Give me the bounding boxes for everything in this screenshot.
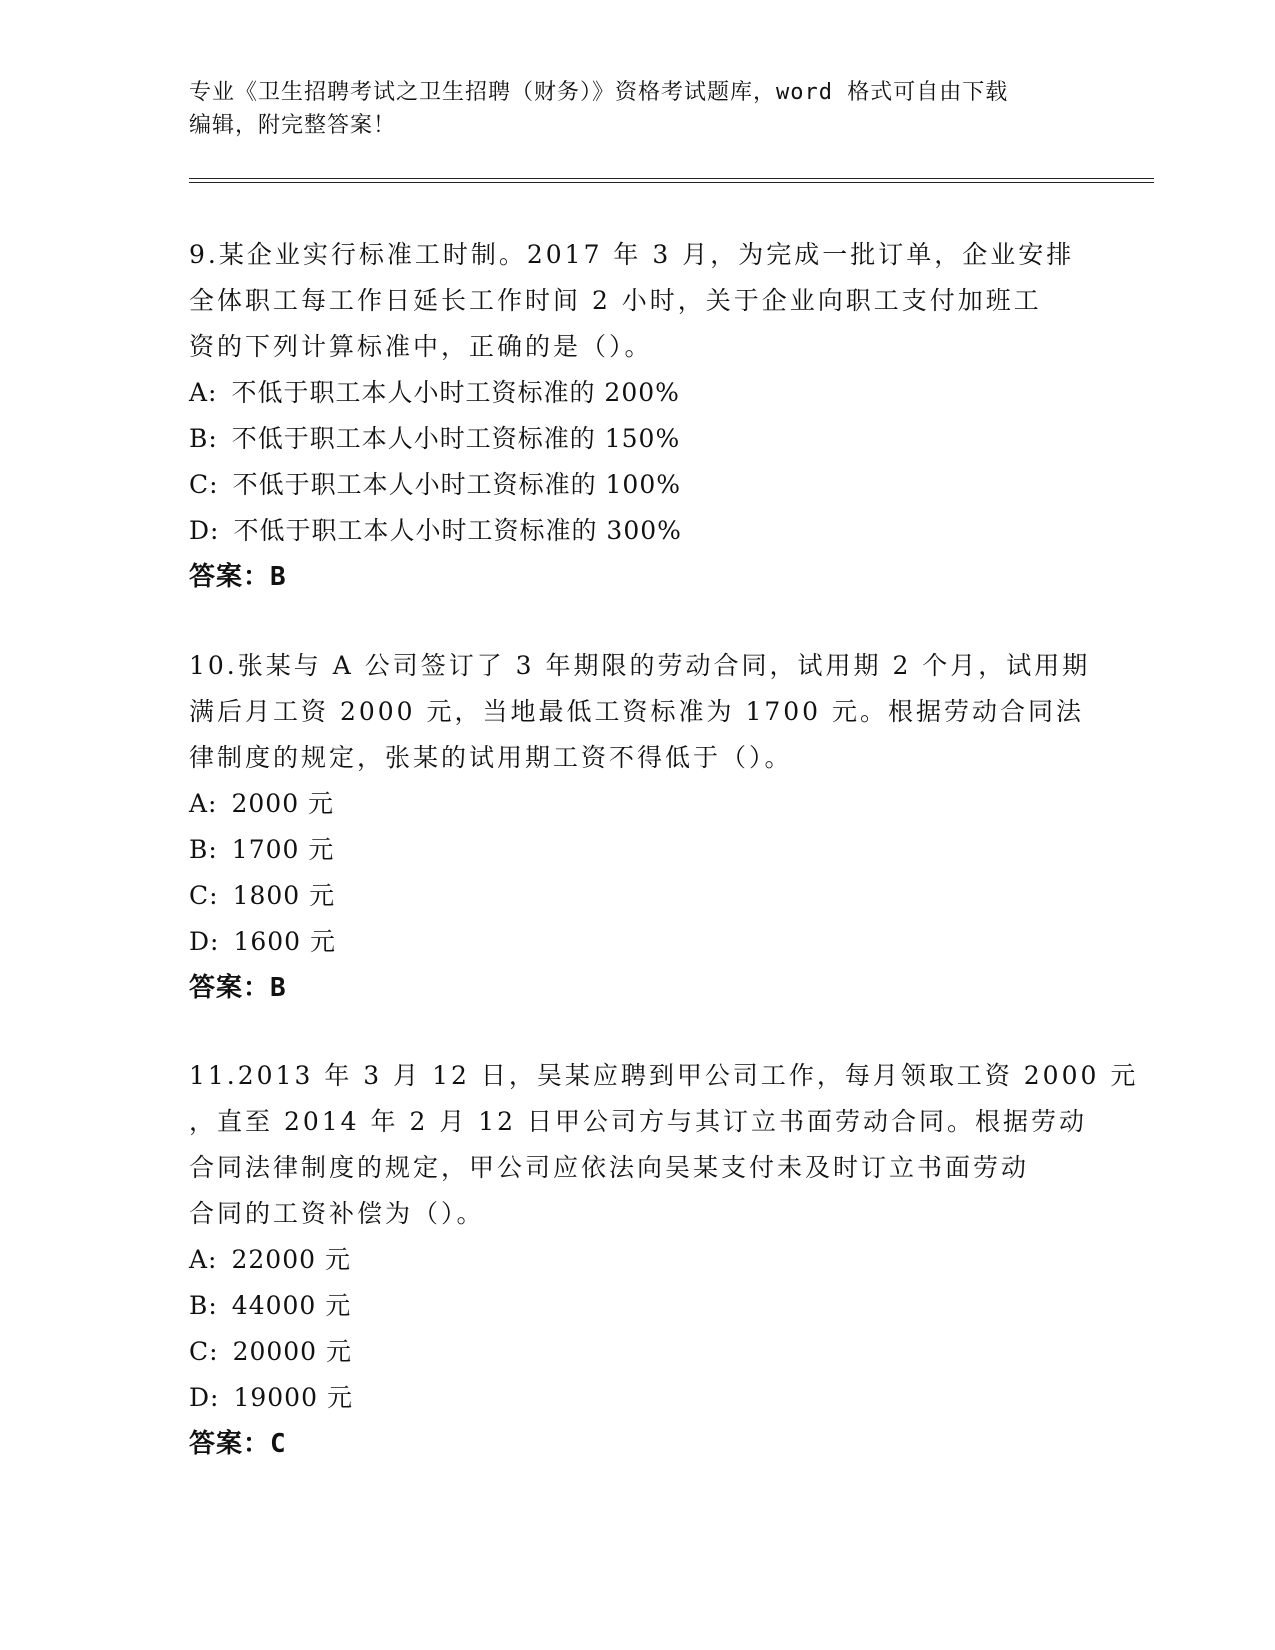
option-letter: C: bbox=[189, 881, 219, 910]
question-10 bbox=[189, 643, 1089, 1011]
option-text: 1800 元 bbox=[232, 881, 336, 910]
option-letter: B: bbox=[189, 1291, 218, 1320]
answer-line: 答案：B bbox=[189, 562, 287, 592]
document-header bbox=[189, 76, 1089, 142]
question-stem-line: 律制度的规定，张某的试用期工资不得低于（）。 bbox=[189, 743, 793, 772]
option-b bbox=[189, 416, 1089, 462]
option-text: 2000 元 bbox=[231, 789, 335, 818]
option-a bbox=[189, 781, 1089, 827]
question-stem-line: 合同的工资补偿为（）。 bbox=[189, 1199, 485, 1228]
option-letter: A: bbox=[189, 378, 218, 407]
option-text: 1600 元 bbox=[233, 927, 337, 956]
question-stem-line: 合同法律制度的规定，甲公司应依法向吴某支付未及时订立书面劳动 bbox=[189, 1153, 1030, 1182]
option-text: 不低于职工本人小时工资标准的 200% bbox=[231, 378, 680, 407]
option-d bbox=[189, 1375, 1089, 1421]
option-b bbox=[189, 827, 1089, 873]
option-text: 20000 元 bbox=[232, 1337, 353, 1366]
option-letter: D: bbox=[189, 516, 220, 545]
option-letter: D: bbox=[189, 927, 220, 956]
option-letter: B: bbox=[189, 835, 218, 864]
header-divider-top bbox=[189, 178, 1154, 179]
option-letter: C: bbox=[189, 1337, 219, 1366]
question-stem-line: 11.2013 年 3 月 12 日，吴某应聘到甲公司工作，每月领取工资 2000 元 bbox=[189, 1061, 1139, 1090]
question-11 bbox=[189, 1053, 1139, 1467]
option-letter: A: bbox=[189, 789, 218, 818]
option-c bbox=[189, 1329, 1089, 1375]
option-a bbox=[189, 1237, 1089, 1283]
option-text: 不低于职工本人小时工资标准的 100% bbox=[232, 470, 681, 499]
option-d bbox=[189, 508, 1089, 554]
header-line-2: 编辑，附完整答案！ bbox=[189, 113, 397, 138]
option-letter: A: bbox=[189, 1245, 218, 1274]
question-stem-line: 9.某企业实行标准工时制。2017 年 3 月，为完成一批订单，企业安排 bbox=[189, 240, 1075, 269]
option-c bbox=[189, 462, 1089, 508]
question-stem-line: 全体职工每工作日延长工作时间 2 小时，关于企业向职工支付加班工 bbox=[189, 286, 1042, 315]
option-letter: B: bbox=[189, 424, 218, 453]
option-text: 不低于职工本人小时工资标准的 150% bbox=[231, 424, 681, 453]
option-text: 19000 元 bbox=[233, 1383, 353, 1412]
answer-line: 答案：B bbox=[189, 973, 287, 1003]
option-a bbox=[189, 370, 1089, 416]
option-text: 不低于职工本人小时工资标准的 300% bbox=[233, 516, 682, 545]
option-c bbox=[189, 873, 1089, 919]
question-stem-line: 满后月工资 2000 元，当地最低工资标准为 1700 元。根据劳动合同法 bbox=[189, 697, 1085, 726]
question-stem-line: ，直至 2014 年 2 月 12 日甲公司方与其订立书面劳动合同。根据劳动 bbox=[189, 1107, 1088, 1136]
option-text: 44000 元 bbox=[231, 1291, 352, 1320]
option-letter: D: bbox=[189, 1383, 220, 1412]
option-letter: C: bbox=[189, 470, 219, 499]
option-b bbox=[189, 1283, 1089, 1329]
question-stem-line: 10.张某与 A 公司签订了 3 年期限的劳动合同，试用期 2 个月，试用期 bbox=[189, 651, 1091, 680]
header-line-1: 专业《卫生招聘考试之卫生招聘（财务）》资格考试题库，word 格式可自由下载 bbox=[189, 80, 1009, 105]
option-text: 22000 元 bbox=[231, 1245, 351, 1274]
option-d bbox=[189, 919, 1089, 965]
option-text: 1700 元 bbox=[231, 835, 335, 864]
answer-line: 答案：C bbox=[189, 1429, 287, 1459]
question-9 bbox=[189, 232, 1089, 600]
header-divider-bottom bbox=[189, 182, 1154, 183]
question-stem-line: 资的下列计算标准中，正确的是（）。 bbox=[189, 332, 653, 361]
